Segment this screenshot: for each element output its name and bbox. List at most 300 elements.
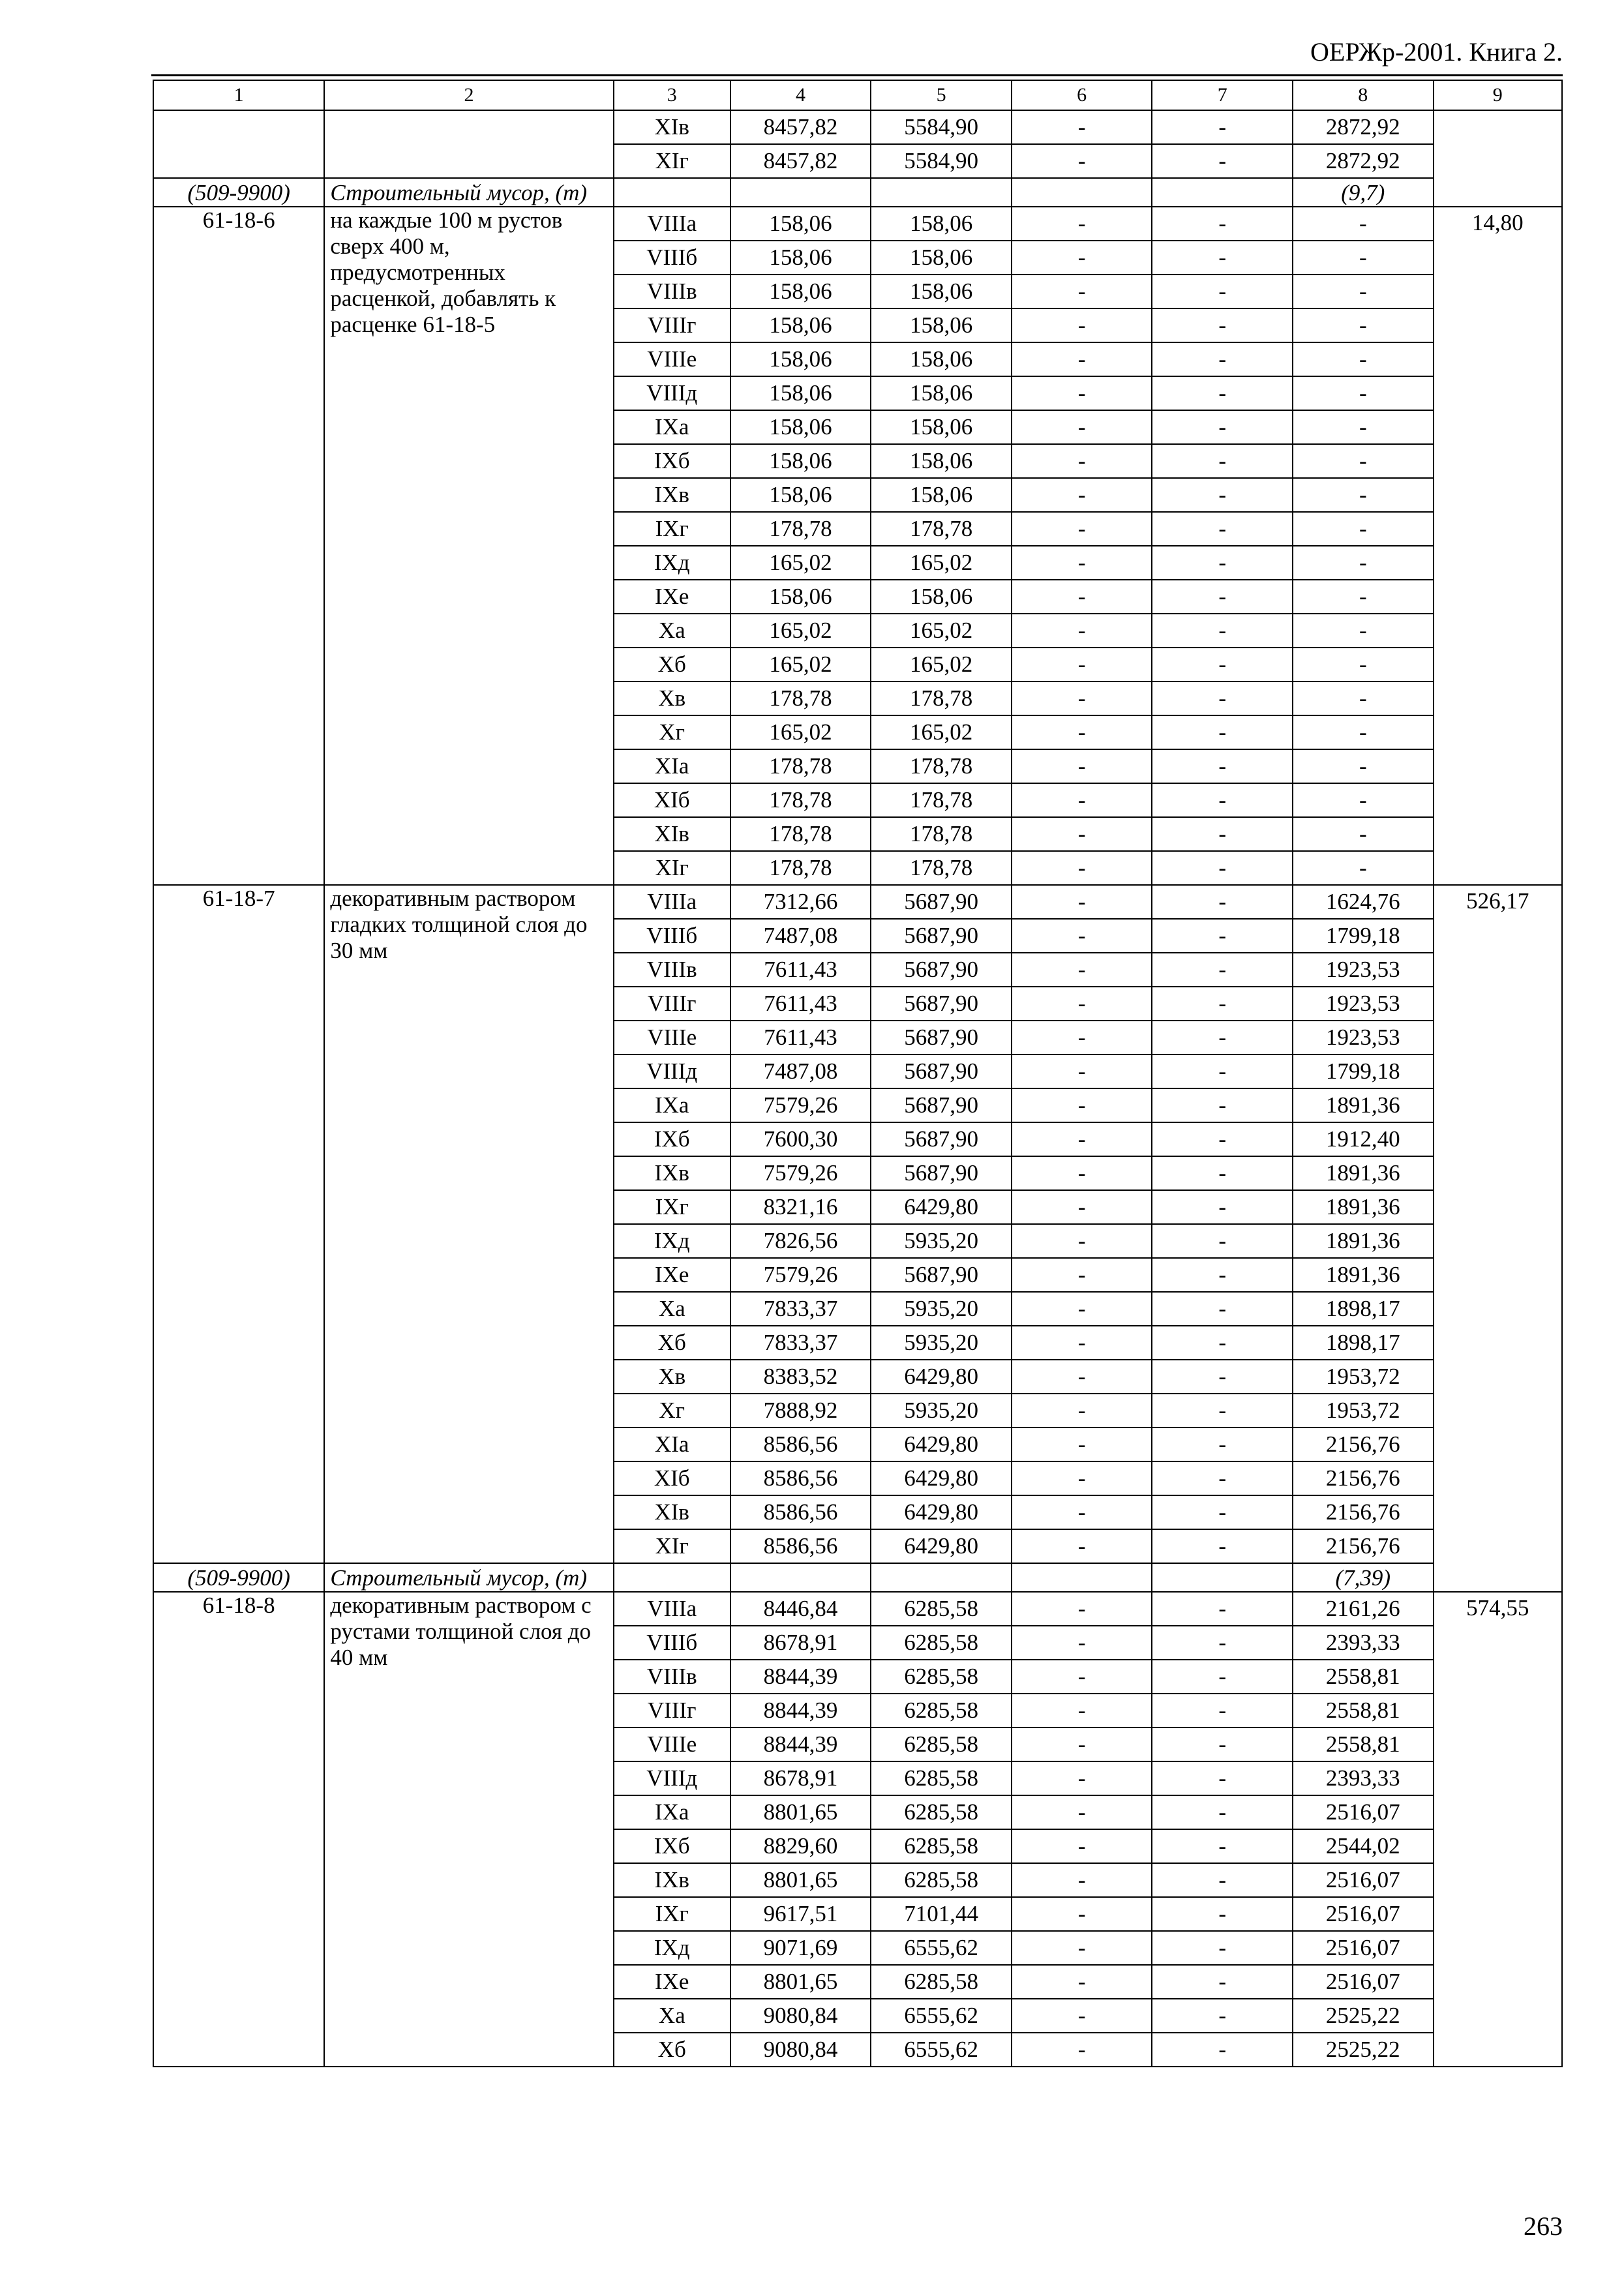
- table-cell: 158,06: [871, 376, 1012, 410]
- table-cell: -: [1152, 1021, 1293, 1055]
- table-cell: -: [1152, 1122, 1293, 1156]
- rate-code-cell: [153, 885, 324, 1563]
- table-cell: 158,06: [730, 241, 871, 275]
- table-cell: 6285,58: [871, 1592, 1012, 1626]
- table-cell: 5584,90: [871, 144, 1012, 178]
- table-cell: -: [1012, 1156, 1152, 1190]
- table-cell: -: [1152, 681, 1293, 715]
- table-cell: 2516,07: [1293, 1965, 1434, 1999]
- table-cell: 178,78: [871, 817, 1012, 851]
- table-cell: -: [1293, 207, 1434, 241]
- table-cell: IXа: [614, 410, 730, 444]
- waste-row: [153, 178, 1562, 207]
- rate-description-cell: [324, 885, 613, 1563]
- table-cell: 6429,80: [871, 1461, 1012, 1495]
- table-cell: -: [1012, 1258, 1152, 1292]
- table-cell: 8829,60: [730, 1829, 871, 1863]
- table-cell: IXв: [614, 1863, 730, 1897]
- table-cell: 2156,76: [1293, 1461, 1434, 1495]
- table-cell: -: [1012, 851, 1152, 885]
- table-cell: 7312,66: [730, 885, 871, 919]
- table-cell: IXе: [614, 1258, 730, 1292]
- table-cell: -: [1012, 648, 1152, 681]
- rate-code: 61-18-6: [202, 207, 275, 233]
- table-cell: -: [1152, 1728, 1293, 1761]
- table-cell: -: [1293, 241, 1434, 275]
- table-cell: 2872,92: [1293, 110, 1434, 144]
- table-cell: 5935,20: [871, 1224, 1012, 1258]
- table-cell: 1891,36: [1293, 1190, 1434, 1224]
- table-cell: 2558,81: [1293, 1694, 1434, 1728]
- table-cell: IXа: [614, 1088, 730, 1122]
- table-cell: -: [1152, 1156, 1293, 1190]
- table-cell: -: [1152, 342, 1293, 376]
- table-cell: -: [1012, 817, 1152, 851]
- table-cell: -: [1293, 546, 1434, 580]
- table-cell: 1953,72: [1293, 1360, 1434, 1394]
- table-cell: 178,78: [730, 817, 871, 851]
- table-cell: -: [1152, 1088, 1293, 1122]
- table-cell: 6285,58: [871, 1694, 1012, 1728]
- table-cell: VIIIв: [614, 275, 730, 308]
- table-cell: 8321,16: [730, 1190, 871, 1224]
- table-cell: -: [1012, 1761, 1152, 1795]
- table-cell: 8383,52: [730, 1360, 871, 1394]
- table-cell: -: [1152, 444, 1293, 478]
- table-cell: 7579,26: [730, 1156, 871, 1190]
- table-cell: 2161,26: [1293, 1592, 1434, 1626]
- table-cell: 6285,58: [871, 1660, 1012, 1694]
- table-cell: 5584,90: [871, 110, 1012, 144]
- column-9-value: 574,55: [1466, 1595, 1529, 1621]
- table-cell: 1891,36: [1293, 1156, 1434, 1190]
- table-cell: -: [1012, 1190, 1152, 1224]
- table-cell: -: [1012, 478, 1152, 512]
- table-cell: IXв: [614, 1156, 730, 1190]
- table-cell: 8678,91: [730, 1761, 871, 1795]
- waste-value: (9,7): [1293, 178, 1434, 207]
- table-cell: VIIIд: [614, 376, 730, 410]
- table-cell: 6429,80: [871, 1190, 1012, 1224]
- table-cell: 178,78: [871, 681, 1012, 715]
- table-cell: IXг: [614, 1897, 730, 1931]
- table-cell: 158,06: [730, 342, 871, 376]
- column-9-value: 14,80: [1471, 210, 1524, 235]
- table-cell: 7888,92: [730, 1394, 871, 1428]
- table-cell: 2516,07: [1293, 1897, 1434, 1931]
- table-cell: -: [1012, 919, 1152, 953]
- rate-description: декоративным раствором гладких толщиной слоя до 30 мм: [330, 886, 588, 963]
- table-cell: 7826,56: [730, 1224, 871, 1258]
- column-9-value-cell: [1434, 1592, 1562, 2067]
- table-cell: -: [1152, 1055, 1293, 1088]
- table-cell: -: [1012, 1326, 1152, 1360]
- empty-cell: [614, 1563, 730, 1592]
- table-cell: -: [1293, 275, 1434, 308]
- empty-cell: [871, 178, 1012, 207]
- table-cell: IXб: [614, 444, 730, 478]
- table-cell: -: [1293, 715, 1434, 749]
- table-cell: -: [1152, 1292, 1293, 1326]
- table-cell: 9617,51: [730, 1897, 871, 1931]
- table-cell: -: [1293, 478, 1434, 512]
- table-cell: -: [1152, 410, 1293, 444]
- table-cell: XIб: [614, 1461, 730, 1495]
- table-cell: 5687,90: [871, 1021, 1012, 1055]
- waste-value: (7,39): [1293, 1563, 1434, 1592]
- table-cell: VIIIг: [614, 1694, 730, 1728]
- table-cell: -: [1012, 1495, 1152, 1529]
- table-cell: 8457,82: [730, 110, 871, 144]
- table-cell: 2156,76: [1293, 1428, 1434, 1461]
- table-cell: 158,06: [730, 376, 871, 410]
- table-cell: -: [1012, 1428, 1152, 1461]
- table-cell: -: [1152, 1592, 1293, 1626]
- table-cell: -: [1012, 207, 1152, 241]
- table-cell: 5935,20: [871, 1292, 1012, 1326]
- table-cell: 158,06: [730, 444, 871, 478]
- table-cell: -: [1152, 1626, 1293, 1660]
- table-cell: 178,78: [730, 783, 871, 817]
- table-cell: 6285,58: [871, 1626, 1012, 1660]
- table-cell: -: [1012, 1592, 1152, 1626]
- table-cell: 165,02: [730, 614, 871, 648]
- table-cell: 2525,22: [1293, 1999, 1434, 2033]
- column-header: 6: [1012, 80, 1152, 110]
- table-cell: 165,02: [730, 546, 871, 580]
- column-9-value: 526,17: [1466, 888, 1529, 914]
- table-cell: Xа: [614, 1292, 730, 1326]
- table-cell: -: [1012, 2033, 1152, 2067]
- table-cell: 8801,65: [730, 1795, 871, 1829]
- waste-code: (509-9900): [153, 178, 324, 207]
- table-cell: 5687,90: [871, 1258, 1012, 1292]
- table-cell: XIг: [614, 144, 730, 178]
- table-cell: -: [1293, 681, 1434, 715]
- table-cell: 5935,20: [871, 1326, 1012, 1360]
- table-cell: -: [1152, 376, 1293, 410]
- table-cell: 8586,56: [730, 1529, 871, 1563]
- table-cell: -: [1152, 308, 1293, 342]
- table-cell: -: [1152, 144, 1293, 178]
- table-cell: 178,78: [730, 749, 871, 783]
- table-cell: -: [1012, 987, 1152, 1021]
- column-header: 2: [324, 80, 613, 110]
- table-cell: -: [1293, 648, 1434, 681]
- table-cell: 5687,90: [871, 1156, 1012, 1190]
- empty-cell: [1012, 178, 1152, 207]
- table-cell: 7611,43: [730, 1021, 871, 1055]
- table-cell: 158,06: [871, 410, 1012, 444]
- table-cell: VIIIг: [614, 308, 730, 342]
- table-cell: -: [1012, 1461, 1152, 1495]
- table-cell: 178,78: [730, 512, 871, 546]
- table-cell: VIIIв: [614, 953, 730, 987]
- table-cell: 5687,90: [871, 1122, 1012, 1156]
- table-cell: 7833,37: [730, 1292, 871, 1326]
- table-cell: 1891,36: [1293, 1224, 1434, 1258]
- table-cell: IXд: [614, 1224, 730, 1258]
- table-cell: 2156,76: [1293, 1495, 1434, 1529]
- table-cell: -: [1152, 1829, 1293, 1863]
- table-cell: 7579,26: [730, 1258, 871, 1292]
- table-cell: XIг: [614, 1529, 730, 1563]
- empty-cell: [1152, 1563, 1293, 1592]
- table-cell: 165,02: [871, 715, 1012, 749]
- table-cell: VIIIа: [614, 1592, 730, 1626]
- table-cell: 8457,82: [730, 144, 871, 178]
- table-cell: -: [1152, 2033, 1293, 2067]
- table-cell: XIа: [614, 749, 730, 783]
- table-cell: 6285,58: [871, 1795, 1012, 1829]
- table-cell: 2516,07: [1293, 1795, 1434, 1829]
- table-cell: -: [1152, 851, 1293, 885]
- table-cell: -: [1152, 715, 1293, 749]
- table-cell: 2872,92: [1293, 144, 1434, 178]
- table-cell: -: [1152, 614, 1293, 648]
- table-cell: IXб: [614, 1829, 730, 1863]
- table-cell: 178,78: [871, 783, 1012, 817]
- table-cell: XIв: [614, 817, 730, 851]
- table-cell: -: [1012, 275, 1152, 308]
- table-cell: XIв: [614, 1495, 730, 1529]
- table-cell: 158,06: [871, 478, 1012, 512]
- table-cell: -: [1012, 580, 1152, 614]
- table-cell: 178,78: [871, 749, 1012, 783]
- table-cell: 5687,90: [871, 1055, 1012, 1088]
- table-cell: 158,06: [871, 241, 1012, 275]
- empty-cell: [730, 1563, 871, 1592]
- table-cell: IXа: [614, 1795, 730, 1829]
- table-cell: 1923,53: [1293, 987, 1434, 1021]
- rate-description-cell: [324, 110, 613, 178]
- table-cell: 6285,58: [871, 1728, 1012, 1761]
- table-cell: Xв: [614, 1360, 730, 1394]
- table-cell: -: [1012, 681, 1152, 715]
- table-cell: 158,06: [871, 342, 1012, 376]
- table-cell: IXг: [614, 1190, 730, 1224]
- table-cell: -: [1152, 1999, 1293, 2033]
- table-cell: 158,06: [871, 275, 1012, 308]
- table-cell: -: [1152, 1394, 1293, 1428]
- table-cell: -: [1152, 478, 1293, 512]
- rates-table: [153, 80, 1563, 2067]
- rate-description-cell: [324, 207, 613, 885]
- table-cell: 158,06: [871, 308, 1012, 342]
- table-cell: -: [1012, 1999, 1152, 2033]
- table-cell: -: [1012, 1863, 1152, 1897]
- header-rule: [151, 74, 1563, 76]
- table-cell: Xг: [614, 1394, 730, 1428]
- waste-label: Строительный мусор, (т): [324, 1563, 613, 1592]
- table-cell: XIа: [614, 1428, 730, 1461]
- column-header: 9: [1434, 80, 1562, 110]
- table-cell: 9080,84: [730, 1999, 871, 2033]
- table-row: [153, 207, 1562, 241]
- table-cell: -: [1152, 749, 1293, 783]
- table-cell: VIIIб: [614, 241, 730, 275]
- table-cell: XIб: [614, 783, 730, 817]
- table-cell: 158,06: [730, 207, 871, 241]
- table-cell: -: [1012, 410, 1152, 444]
- table-cell: VIIIг: [614, 987, 730, 1021]
- table-cell: 158,06: [871, 580, 1012, 614]
- table-cell: -: [1293, 614, 1434, 648]
- table-cell: -: [1152, 1190, 1293, 1224]
- table-cell: -: [1012, 1897, 1152, 1931]
- table-cell: -: [1012, 546, 1152, 580]
- table-cell: 5687,90: [871, 987, 1012, 1021]
- rate-code: 61-18-7: [202, 886, 275, 911]
- table-cell: -: [1152, 1863, 1293, 1897]
- table-cell: 2393,33: [1293, 1761, 1434, 1795]
- table-cell: IXд: [614, 546, 730, 580]
- empty-cell: [730, 178, 871, 207]
- table-cell: VIIIв: [614, 1660, 730, 1694]
- table-cell: -: [1012, 444, 1152, 478]
- table-cell: -: [1012, 614, 1152, 648]
- table-cell: 8586,56: [730, 1495, 871, 1529]
- table-cell: -: [1012, 1088, 1152, 1122]
- column-header: 4: [730, 80, 871, 110]
- table-cell: -: [1012, 144, 1152, 178]
- rate-description: декоративным раствором с рустами толщиной слоя до 40 мм: [330, 1593, 592, 1670]
- table-cell: 8446,84: [730, 1592, 871, 1626]
- table-cell: -: [1293, 512, 1434, 546]
- rate-code-cell: [153, 110, 324, 178]
- table-cell: -: [1293, 817, 1434, 851]
- table-cell: 2544,02: [1293, 1829, 1434, 1863]
- table-cell: 6555,62: [871, 2033, 1012, 2067]
- table-cell: 2558,81: [1293, 1728, 1434, 1761]
- table-cell: -: [1012, 1360, 1152, 1394]
- table-row: [153, 110, 1562, 144]
- empty-cell: [1152, 178, 1293, 207]
- table-cell: -: [1152, 1965, 1293, 1999]
- table-cell: -: [1012, 1529, 1152, 1563]
- table-cell: -: [1012, 512, 1152, 546]
- table-cell: VIIIе: [614, 342, 730, 376]
- table-cell: IXе: [614, 1965, 730, 1999]
- table-cell: XIг: [614, 851, 730, 885]
- table-cell: 7611,43: [730, 953, 871, 987]
- table-cell: -: [1012, 342, 1152, 376]
- table-cell: 165,02: [730, 715, 871, 749]
- table-cell: 158,06: [730, 478, 871, 512]
- table-cell: -: [1012, 1122, 1152, 1156]
- table-cell: IXд: [614, 1931, 730, 1965]
- table-cell: 5687,90: [871, 885, 1012, 919]
- table-cell: -: [1152, 275, 1293, 308]
- column-9-value-cell: [1434, 885, 1562, 1592]
- table-cell: -: [1012, 783, 1152, 817]
- table-cell: VIIIб: [614, 1626, 730, 1660]
- table-cell: 8844,39: [730, 1660, 871, 1694]
- table-cell: 178,78: [730, 851, 871, 885]
- table-cell: -: [1152, 987, 1293, 1021]
- table-cell: Xа: [614, 614, 730, 648]
- table-cell: 158,06: [871, 207, 1012, 241]
- table-cell: -: [1012, 1021, 1152, 1055]
- table-cell: -: [1012, 1660, 1152, 1694]
- table-cell: -: [1012, 1394, 1152, 1428]
- table-cell: -: [1012, 953, 1152, 987]
- table-cell: -: [1152, 1795, 1293, 1829]
- table-cell: 2525,22: [1293, 2033, 1434, 2067]
- table-cell: 1953,72: [1293, 1394, 1434, 1428]
- table-cell: -: [1152, 953, 1293, 987]
- table-cell: 1898,17: [1293, 1326, 1434, 1360]
- table-cell: 6429,80: [871, 1495, 1012, 1529]
- table-cell: 2558,81: [1293, 1660, 1434, 1694]
- column-header: 3: [614, 80, 730, 110]
- rate-description: на каждые 100 м рустов сверх 400 м, предусмотренных расценкой, добавлять к расценке 61-18-5: [330, 207, 563, 337]
- table-cell: -: [1152, 817, 1293, 851]
- rate-code: 61-18-8: [202, 1593, 275, 1618]
- table-cell: -: [1012, 1965, 1152, 1999]
- table-cell: 1891,36: [1293, 1088, 1434, 1122]
- table-cell: -: [1152, 110, 1293, 144]
- table-row: [153, 1592, 1562, 1626]
- table-cell: 158,06: [871, 444, 1012, 478]
- table-cell: 5935,20: [871, 1394, 1012, 1428]
- table-cell: 6555,62: [871, 1931, 1012, 1965]
- table-cell: 8801,65: [730, 1965, 871, 1999]
- table-cell: -: [1293, 749, 1434, 783]
- column-header: 5: [871, 80, 1012, 110]
- table-cell: 165,02: [871, 546, 1012, 580]
- table-cell: 158,06: [730, 308, 871, 342]
- table-cell: 1898,17: [1293, 1292, 1434, 1326]
- table-cell: IXб: [614, 1122, 730, 1156]
- table-cell: -: [1012, 749, 1152, 783]
- table-cell: -: [1152, 919, 1293, 953]
- table-cell: -: [1152, 1931, 1293, 1965]
- table-cell: 165,02: [871, 614, 1012, 648]
- table-cell: 2393,33: [1293, 1626, 1434, 1660]
- table-cell: 6555,62: [871, 1999, 1012, 2033]
- table-cell: 6429,80: [871, 1529, 1012, 1563]
- empty-cell: [1012, 1563, 1152, 1592]
- table-cell: 7487,08: [730, 1055, 871, 1088]
- table-cell: 1624,76: [1293, 885, 1434, 919]
- table-cell: -: [1293, 342, 1434, 376]
- empty-cell: [871, 1563, 1012, 1592]
- table-cell: 6429,80: [871, 1428, 1012, 1461]
- table-cell: -: [1152, 546, 1293, 580]
- table-cell: -: [1152, 580, 1293, 614]
- table-cell: IXв: [614, 478, 730, 512]
- table-cell: 7611,43: [730, 987, 871, 1021]
- table-cell: -: [1012, 1931, 1152, 1965]
- table-cell: 9080,84: [730, 2033, 871, 2067]
- table-cell: -: [1012, 1626, 1152, 1660]
- table-cell: Xа: [614, 1999, 730, 2033]
- table-cell: -: [1293, 410, 1434, 444]
- column-9-value-cell: [1434, 110, 1562, 207]
- table-cell: VIIIд: [614, 1055, 730, 1088]
- table-cell: -: [1152, 1258, 1293, 1292]
- table-cell: 5687,90: [871, 1088, 1012, 1122]
- table-cell: 1891,36: [1293, 1258, 1434, 1292]
- rate-description-cell: [324, 1592, 613, 2067]
- table-cell: 158,06: [730, 275, 871, 308]
- table-cell: 8844,39: [730, 1694, 871, 1728]
- table-cell: 1923,53: [1293, 1021, 1434, 1055]
- table-cell: -: [1293, 851, 1434, 885]
- table-cell: -: [1012, 376, 1152, 410]
- table-cell: -: [1012, 1694, 1152, 1728]
